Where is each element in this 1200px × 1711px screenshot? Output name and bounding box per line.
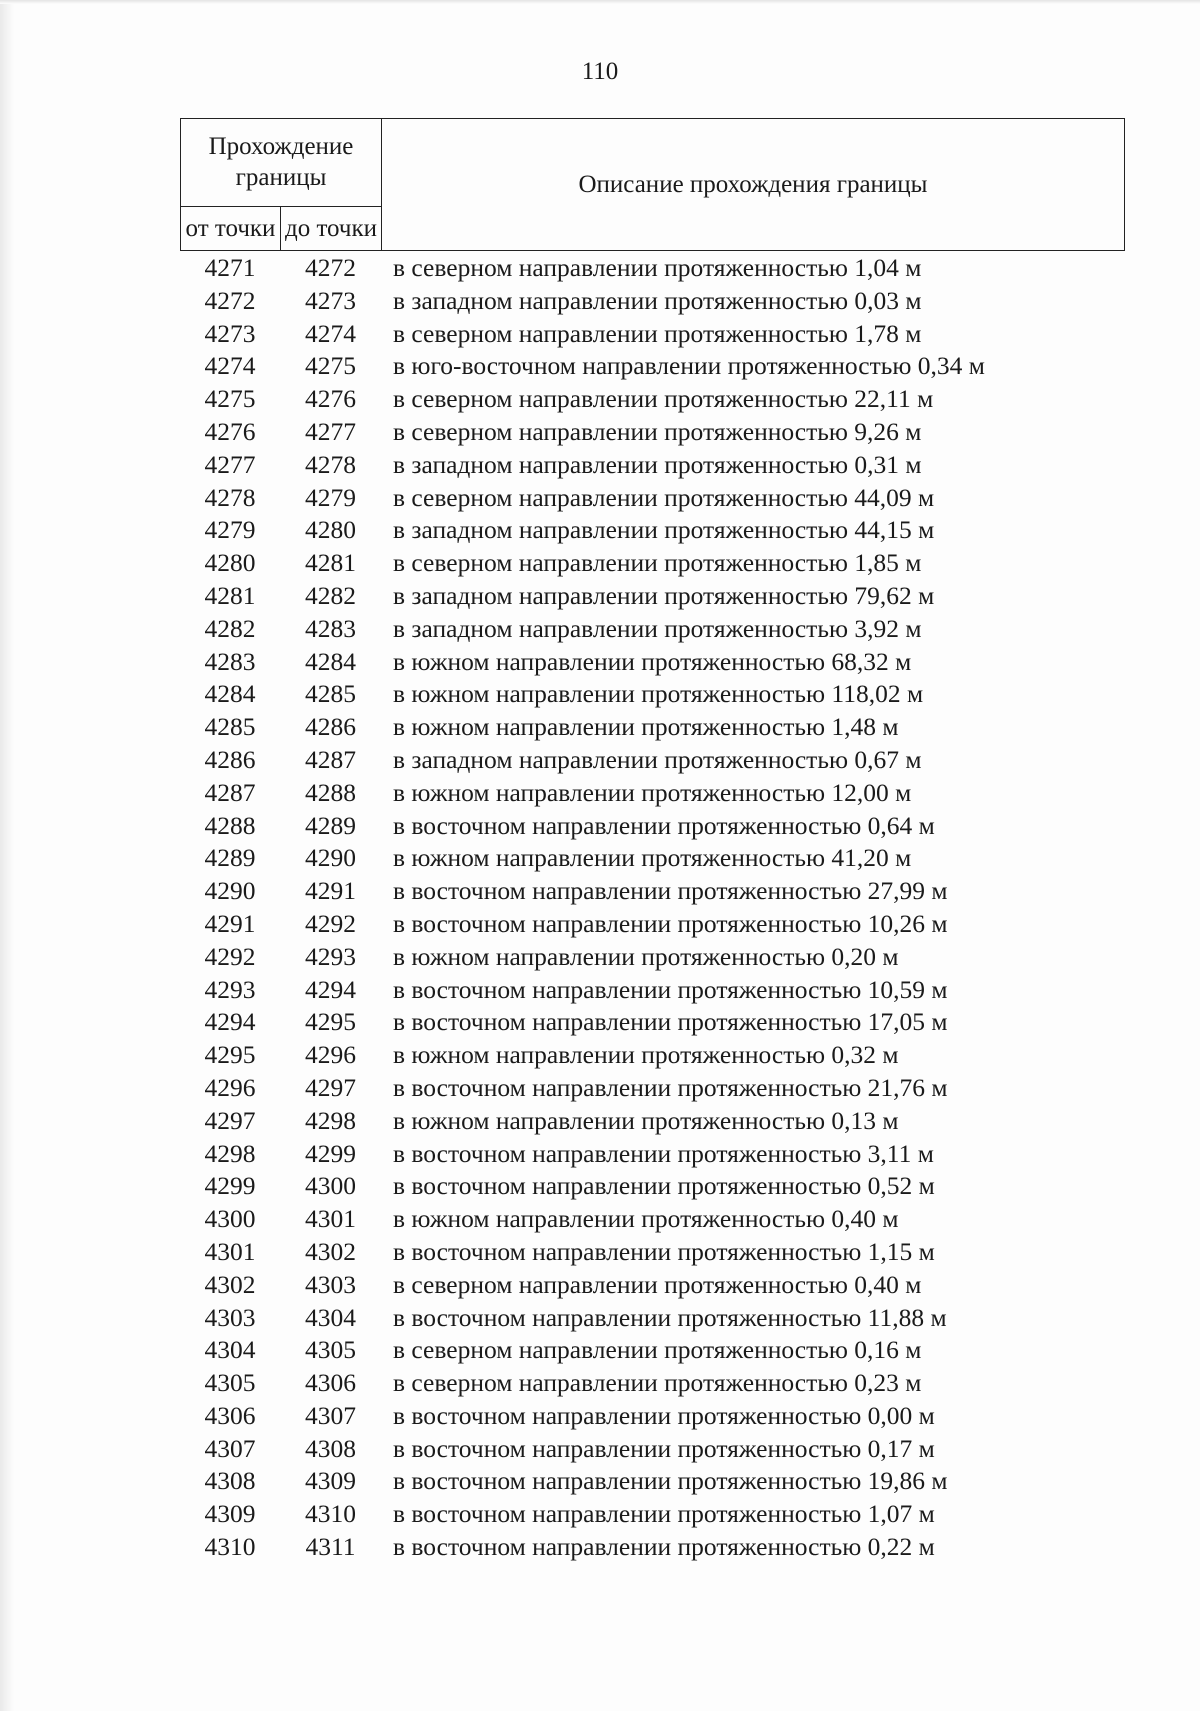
to-point-cell: 4300 xyxy=(305,1171,356,1201)
to-point-cell: 4306 xyxy=(305,1368,356,1398)
from-point-cell: 4307 xyxy=(204,1433,256,1463)
table-row xyxy=(180,580,1124,613)
table-row xyxy=(180,318,1124,351)
from-point-cell: 4290 xyxy=(204,876,256,906)
to-point-cell: 4289 xyxy=(305,810,356,840)
from-point-cell: 4277 xyxy=(204,449,256,479)
to-point-cell: 4277 xyxy=(305,416,356,446)
description-cell: в восточном направлении протяженностью 0,64 м xyxy=(393,810,935,840)
table-row xyxy=(180,449,1124,482)
table-row xyxy=(180,285,1124,318)
table-row xyxy=(180,1498,1124,1531)
from-point-cell: 4304 xyxy=(204,1335,256,1365)
table-row xyxy=(180,1465,1124,1498)
to-point-cell: 4311 xyxy=(305,1532,356,1562)
to-point-cell: 4281 xyxy=(305,548,356,578)
from-point-cell: 4284 xyxy=(204,679,256,709)
description-cell: в северном направлении протяженностью 0,23 м xyxy=(393,1368,922,1398)
description-cell: в восточном направлении протяженностью 21,76 м xyxy=(393,1072,948,1102)
to-point-cell: 4287 xyxy=(305,744,356,774)
to-point-cell: 4275 xyxy=(305,351,356,381)
table-row xyxy=(180,1302,1124,1335)
table-row xyxy=(180,547,1124,580)
table-row xyxy=(180,711,1124,744)
scan-edge-left xyxy=(0,0,14,1711)
description-cell: в западном направлении протяженностью 79,62 м xyxy=(393,580,935,610)
description-cell: в восточном направлении протяженностью 0,00 м xyxy=(393,1400,935,1430)
from-point-cell: 4275 xyxy=(204,384,256,414)
table-row xyxy=(180,1334,1124,1367)
from-point-cell: 4299 xyxy=(204,1171,256,1201)
to-point-cell: 4295 xyxy=(305,1007,356,1037)
table-row xyxy=(180,1203,1124,1236)
from-point-cell: 4273 xyxy=(204,318,256,348)
table-row xyxy=(180,1006,1124,1039)
description-cell: в западном направлении протяженностью 44,15 м xyxy=(393,515,935,545)
to-point-cell: 4298 xyxy=(305,1105,356,1135)
to-point-cell: 4273 xyxy=(305,285,356,315)
from-point-cell: 4278 xyxy=(204,482,256,512)
description-cell: в западном направлении протяженностью 0,03 м xyxy=(393,285,922,315)
to-point-cell: 4276 xyxy=(305,384,356,414)
description-cell: в южном направлении протяженностью 41,20 м xyxy=(393,843,912,873)
description-cell: в восточном направлении протяженностью 10,26 м xyxy=(393,908,948,938)
table-row xyxy=(180,514,1124,547)
from-point-cell: 4289 xyxy=(204,843,256,873)
from-point-cell: 4286 xyxy=(204,744,256,774)
to-point-cell: 4279 xyxy=(305,482,356,512)
description-cell: в восточном направлении протяженностью 0,22 м xyxy=(393,1532,935,1562)
table-row xyxy=(180,350,1124,383)
from-point-cell: 4298 xyxy=(204,1138,256,1168)
to-point-cell: 4274 xyxy=(305,318,356,348)
table-row xyxy=(180,482,1124,515)
table-row xyxy=(180,1269,1124,1302)
table-row xyxy=(180,744,1124,777)
description-cell: в северном направлении протяженностью 1,85 м xyxy=(393,548,922,578)
table-row xyxy=(180,842,1124,875)
from-point-cell: 4309 xyxy=(204,1499,256,1529)
from-point-cell: 4303 xyxy=(204,1302,256,1332)
from-point-cell: 4276 xyxy=(204,416,256,446)
header-from-point: от точки xyxy=(181,206,281,250)
description-cell: в северном направлении протяженностью 0,40 м xyxy=(393,1269,922,1299)
description-cell: в восточном направлении протяженностью 1,15 м xyxy=(393,1236,935,1266)
description-cell: в южном направлении протяженностью 0,13 м xyxy=(393,1105,899,1135)
description-cell: в восточном направлении протяженностью 3,11 м xyxy=(393,1138,934,1168)
from-point-cell: 4281 xyxy=(204,580,256,610)
description-cell: в восточном направлении протяженностью 0,17 м xyxy=(393,1433,935,1463)
table-row xyxy=(180,613,1124,646)
description-cell: в восточном направлении протяженностью 17,05 м xyxy=(393,1007,948,1037)
table-row xyxy=(180,1400,1124,1433)
description-cell: в северном направлении протяженностью 0,16 м xyxy=(393,1335,922,1365)
to-point-cell: 4297 xyxy=(305,1072,356,1102)
to-point-cell: 4283 xyxy=(305,613,356,643)
description-cell: в западном направлении протяженностью 0,67 м xyxy=(393,744,922,774)
description-cell: в южном направлении протяженностью 0,40 м xyxy=(393,1204,899,1234)
to-point-cell: 4307 xyxy=(305,1400,356,1430)
from-point-cell: 4274 xyxy=(204,351,256,381)
to-point-cell: 4280 xyxy=(305,515,356,545)
table-row xyxy=(180,1072,1124,1105)
from-point-cell: 4295 xyxy=(204,1040,256,1070)
table-row xyxy=(180,252,1124,285)
to-point-cell: 4304 xyxy=(305,1302,356,1332)
header-passage: Прохождение границы xyxy=(181,119,382,207)
to-point-cell: 4272 xyxy=(305,253,356,282)
description-cell: в восточном направлении протяженностью 27,99 м xyxy=(393,876,948,906)
from-point-cell: 4282 xyxy=(204,613,256,643)
from-point-cell: 4296 xyxy=(204,1072,256,1102)
table-row xyxy=(180,908,1124,941)
from-point-cell: 4302 xyxy=(204,1269,256,1299)
header-description: Описание прохождения границы xyxy=(382,119,1125,251)
table-body xyxy=(180,252,1124,1564)
to-point-cell: 4290 xyxy=(305,843,356,873)
scan-edge-top xyxy=(0,0,1200,4)
description-cell: в южном направлении протяженностью 68,32 м xyxy=(393,646,912,676)
from-point-cell: 4301 xyxy=(204,1236,256,1266)
to-point-cell: 4284 xyxy=(305,646,356,676)
page-number: 110 xyxy=(581,58,619,85)
to-point-cell: 4303 xyxy=(305,1269,356,1299)
description-cell: в южном направлении протяженностью 12,00 м xyxy=(393,777,912,807)
to-point-cell: 4288 xyxy=(305,777,356,807)
from-point-cell: 4285 xyxy=(204,712,256,742)
from-point-cell: 4306 xyxy=(204,1400,256,1430)
table-row xyxy=(180,1367,1124,1400)
header-to-point: до точки xyxy=(281,206,382,250)
from-point-cell: 4272 xyxy=(204,285,256,315)
from-point-cell: 4293 xyxy=(204,974,256,1004)
from-point-cell: 4280 xyxy=(204,548,256,578)
description-cell: в северном направлении протяженностью 1,78 м xyxy=(393,318,922,348)
to-point-cell: 4309 xyxy=(305,1466,356,1496)
to-point-cell: 4308 xyxy=(305,1433,356,1463)
table-row xyxy=(180,1433,1124,1466)
from-point-cell: 4287 xyxy=(204,777,256,807)
description-cell: в восточном направлении протяженностью 1,07 м xyxy=(393,1499,935,1529)
description-cell: в северном направлении протяженностью 9,26 м xyxy=(393,416,922,446)
from-point-cell: 4291 xyxy=(204,908,256,938)
table-row xyxy=(180,1138,1124,1171)
from-point-cell: 4279 xyxy=(204,515,256,545)
to-point-cell: 4310 xyxy=(305,1499,356,1529)
table-row xyxy=(180,777,1124,810)
from-point-cell: 4300 xyxy=(204,1204,256,1234)
from-point-cell: 4292 xyxy=(204,941,256,971)
from-point-cell: 4294 xyxy=(204,1007,256,1037)
to-point-cell: 4301 xyxy=(305,1204,356,1234)
table-row xyxy=(180,646,1124,679)
description-cell: в южном направлении протяженностью 118,02 м xyxy=(393,679,924,709)
table-header xyxy=(180,118,1125,251)
table-row xyxy=(180,678,1124,711)
from-point-cell: 4288 xyxy=(204,810,256,840)
to-point-cell: 4296 xyxy=(305,1040,356,1070)
from-point-cell: 4305 xyxy=(204,1368,256,1398)
from-point-cell: 4310 xyxy=(204,1532,256,1562)
to-point-cell: 4294 xyxy=(305,974,356,1004)
to-point-cell: 4282 xyxy=(305,580,356,610)
table-row xyxy=(180,1105,1124,1138)
to-point-cell: 4286 xyxy=(305,712,356,742)
description-cell: в западном направлении протяженностью 3,92 м xyxy=(393,613,922,643)
description-cell: в северном направлении протяженностью 1,04 м xyxy=(393,253,922,282)
description-cell: в восточном направлении протяженностью 11,88 м xyxy=(393,1302,947,1332)
table-row xyxy=(180,810,1124,843)
description-cell: в восточном направлении протяженностью 10,59 м xyxy=(393,974,948,1004)
table-row xyxy=(180,1170,1124,1203)
to-point-cell: 4278 xyxy=(305,449,356,479)
table-row xyxy=(180,974,1124,1007)
description-cell: в восточном направлении протяженностью 0,52 м xyxy=(393,1171,935,1201)
description-cell: в южном направлении протяженностью 0,20 м xyxy=(393,941,899,971)
from-point-cell: 4308 xyxy=(204,1466,256,1496)
table-row xyxy=(180,1531,1124,1564)
description-cell: в северном направлении протяженностью 44,09 м xyxy=(393,482,935,512)
to-point-cell: 4291 xyxy=(305,876,356,906)
table-row xyxy=(180,416,1124,449)
table-row xyxy=(180,941,1124,974)
description-cell: в северном направлении протяженностью 22,11 м xyxy=(393,384,934,414)
table-row xyxy=(180,1039,1124,1072)
description-cell: в южном направлении протяженностью 1,48 м xyxy=(393,712,899,742)
to-point-cell: 4292 xyxy=(305,908,356,938)
description-cell: в юго-восточном направлении протяженностью 0,34 м xyxy=(393,351,985,381)
from-point-cell: 4283 xyxy=(204,646,256,676)
from-point-cell: 4271 xyxy=(204,253,256,282)
table-row xyxy=(180,1236,1124,1269)
to-point-cell: 4305 xyxy=(305,1335,356,1365)
description-cell: в западном направлении протяженностью 0,31 м xyxy=(393,449,922,479)
description-cell: в южном направлении протяженностью 0,32 м xyxy=(393,1040,899,1070)
table-row xyxy=(180,875,1124,908)
to-point-cell: 4302 xyxy=(305,1236,356,1266)
description-cell: в восточном направлении протяженностью 19,86 м xyxy=(393,1466,948,1496)
to-point-cell: 4293 xyxy=(305,941,356,971)
table-row xyxy=(180,383,1124,416)
from-point-cell: 4297 xyxy=(204,1105,256,1135)
to-point-cell: 4299 xyxy=(305,1138,356,1168)
to-point-cell: 4285 xyxy=(305,679,356,709)
